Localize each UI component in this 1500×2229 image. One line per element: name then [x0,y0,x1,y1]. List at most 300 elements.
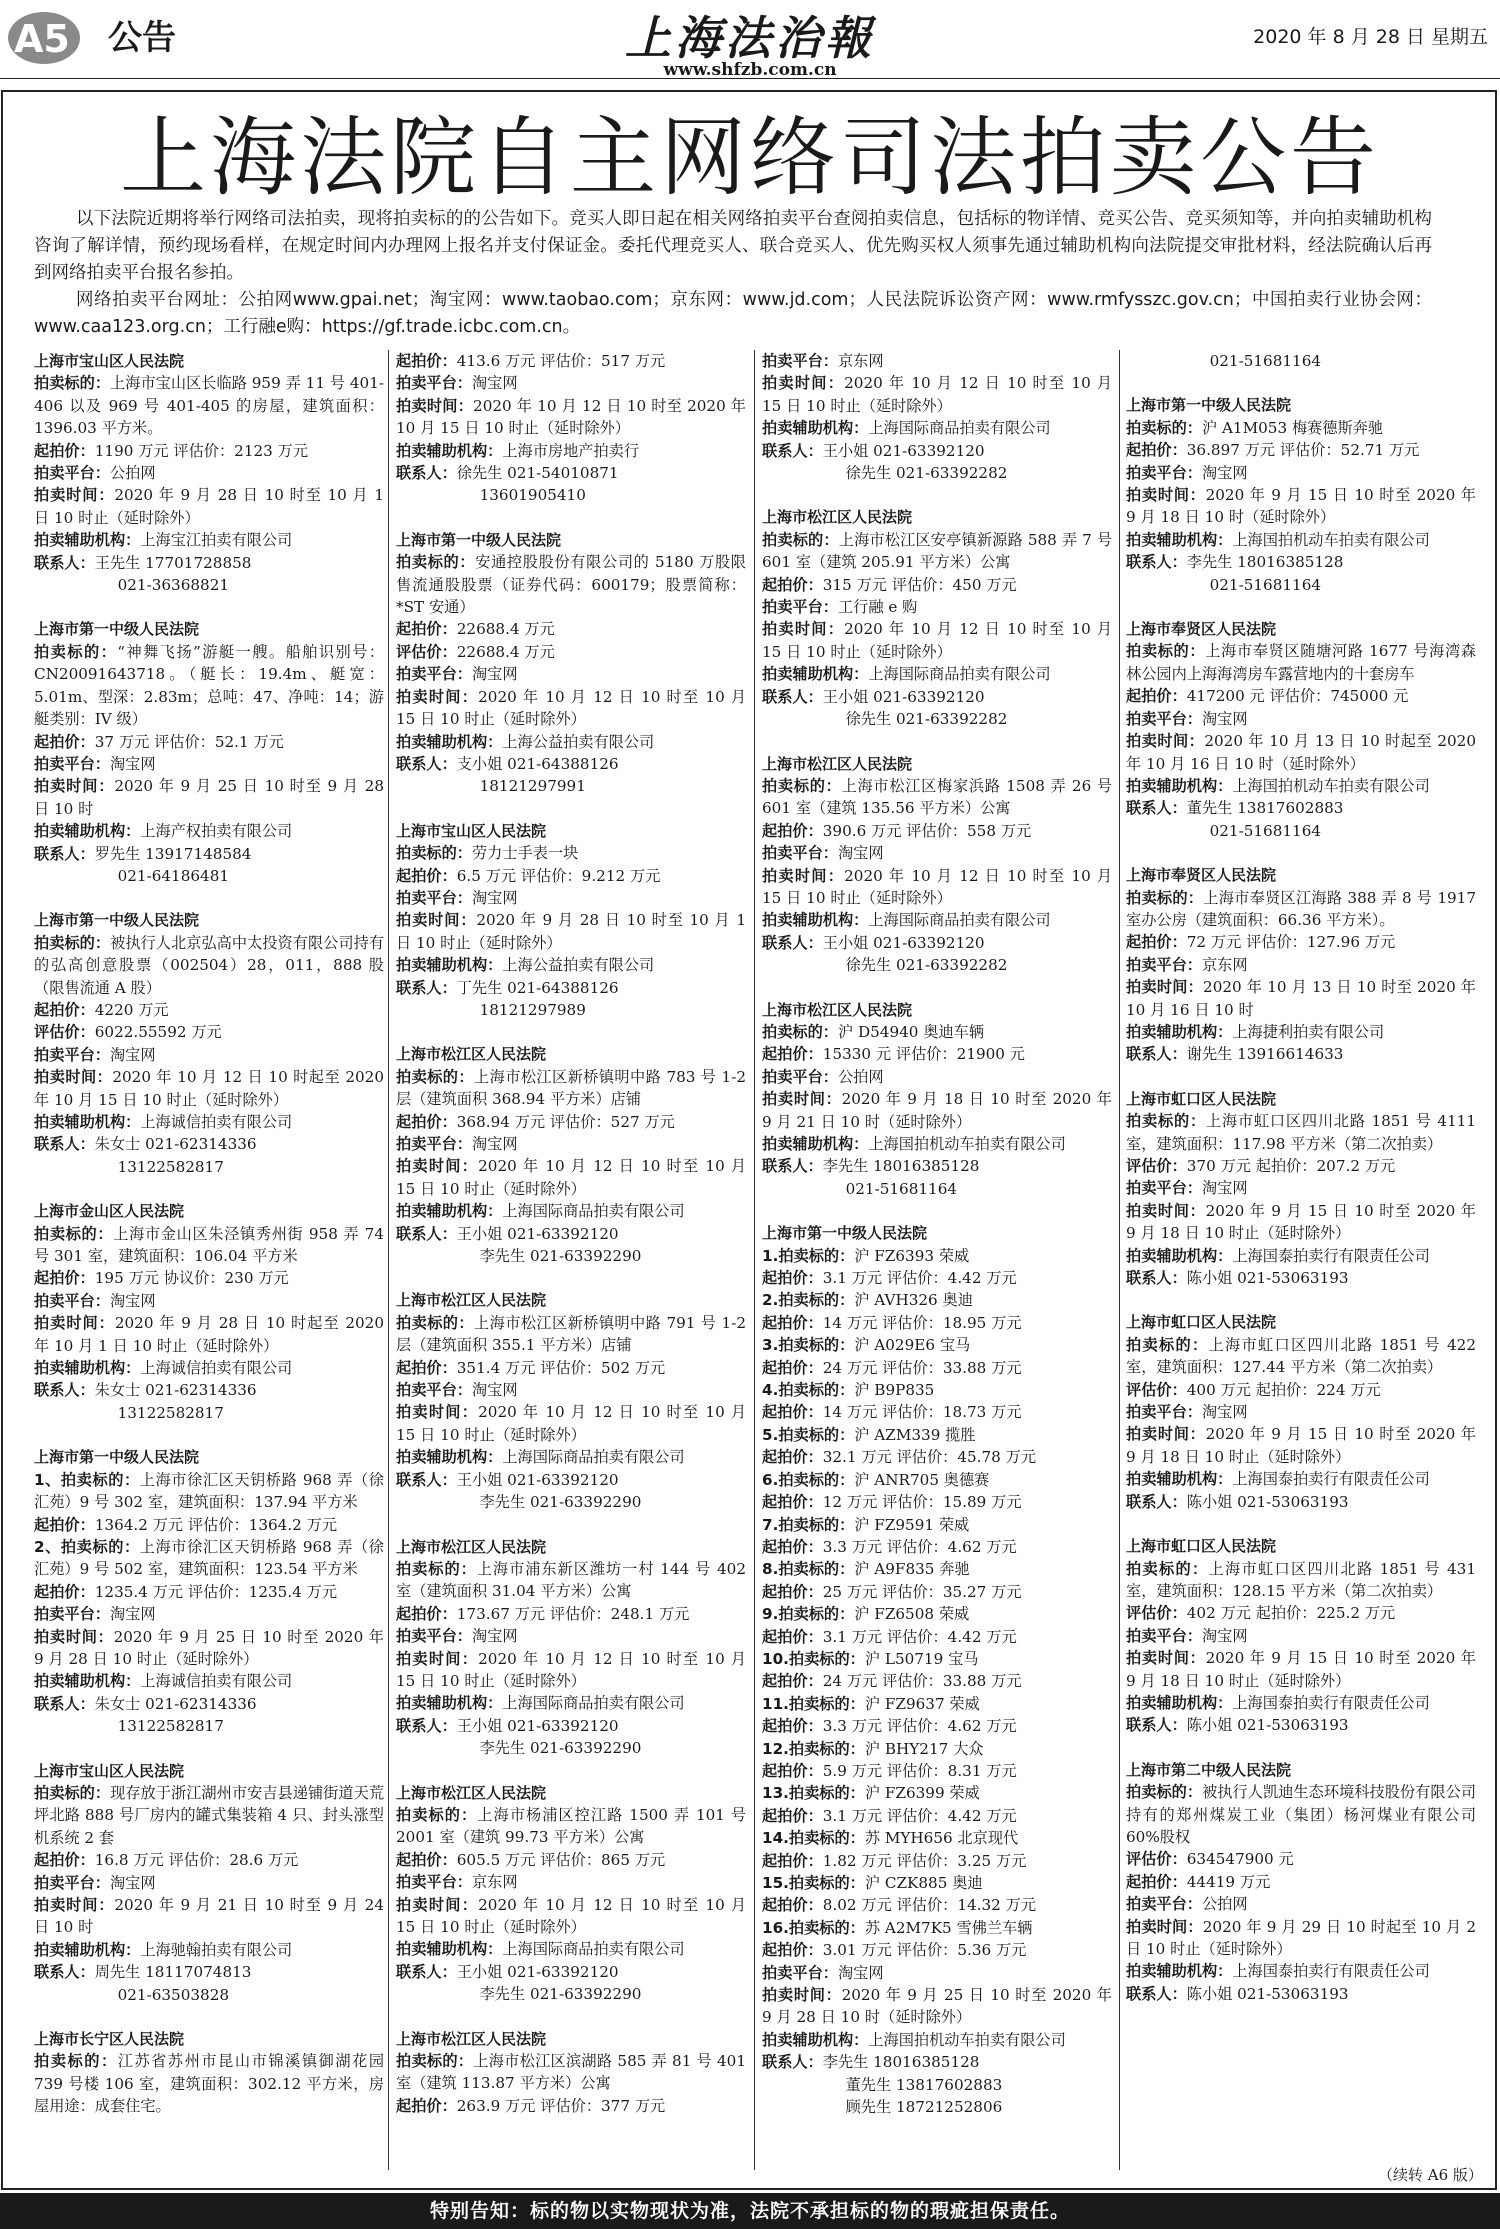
field-value: 021-51681164 [1209,352,1322,370]
court-name: 上海市金山区人民法院 [34,1202,185,1221]
auction-field [762,1066,1112,1088]
field-label: 拍卖辅助机构： [1126,1693,1233,1712]
auction-field [34,932,384,999]
auction-field [34,775,384,820]
field-value: 江苏省苏州市昆山市锦溪镇御湖花园 739 号楼 106 室，建筑面积：302.12 平方米，房屋用途：成套住宅。 [34,2052,384,2116]
auction-entry [34,909,384,1178]
auction-columns [34,350,1476,2180]
auction-field [34,2050,384,2117]
field-value: 370 万元 起拍价：207.2 万元 [1186,1157,1396,1175]
auction-field [762,1536,1112,1558]
auction-field [762,1648,1112,1670]
continued-note: （续转 A6 版） [1378,2166,1483,2184]
field-value: 罗先生 13917148584 [94,844,252,863]
field-value: 402 万元 起拍价：225.2 万元 [1186,1604,1396,1623]
field-label: 拍卖时间： [34,777,115,796]
field-label: 拍卖时间： [396,1649,479,1668]
field-value: 王小姐 021-63392120 [822,441,985,460]
auction-field [762,663,1112,685]
field-value: 16.8 万元 评估价：28.6 万元 [94,1851,299,1870]
auction-field [34,1715,384,1737]
auction-field [762,1424,1112,1446]
field-label: 联系人： [396,1962,457,1981]
auction-field [396,1692,746,1714]
field-value: 上海市松江区安亭镇新源路 588 弄 7 号 601 室（建筑 205.91 平方米）公寓 [762,530,1112,572]
field-value: 上海市虹口区四川北路 1851 号 431 室，建筑面积：128.15 平方米（第二次拍卖） [1126,1559,1476,1600]
field-label: 联系人： [34,1135,95,1154]
field-label: 拍卖时间： [762,1986,842,2005]
auction-field [1126,931,1476,953]
auction-field [396,1849,746,1871]
field-label: 拍卖标的： [762,530,839,549]
field-value: 195 万元 协议价：230 万元 [94,1269,289,1288]
field-label: 拍卖标的： [1126,1335,1209,1354]
field-label: 联系人： [34,1694,95,1713]
field-value: 上海市宝山区长临路 959 弄 11 号 401-406 以及 969 号 401-405 的房屋，建筑面积：1396.03 平方米。 [34,374,384,438]
auction-field [396,909,746,954]
auction-field [34,1984,384,2006]
auction-field [396,1603,746,1625]
auction-field [762,1133,1112,1155]
field-value: 李先生 021-63392290 [479,1985,642,2004]
field-value: 淘宝网 [471,888,518,907]
field-label: 联系人： [1126,1492,1187,1511]
auction-entry [1126,1311,1476,1513]
auction-field [1126,1916,1476,1961]
field-label: 联系人： [762,1157,823,1176]
auction-field [34,999,384,1021]
field-label: 联系人： [396,1224,457,1243]
field-label: 1.拍卖标的： [762,1246,855,1265]
auction-field [1126,417,1476,439]
court-name: 上海市第一中级人民法院 [34,620,200,639]
field-label: 拍卖时间： [396,1895,479,1914]
auction-field [762,1670,1112,1692]
field-label: 拍卖平台： [396,1873,472,1892]
field-value: 021-51681164 [845,1179,958,1198]
auction-field [762,1312,1112,1334]
field-label: 起拍价： [396,1112,457,1131]
issue-date: 2020 年 8 月 28 日 星期五 [1253,26,1488,48]
field-value: 12 万元 评估价：15.89 万元 [822,1493,1022,1512]
auction-field [34,1267,384,1289]
field-value: 上海国际商品拍卖有限公司 [868,419,1051,438]
field-value: 2020 年 10 月 12 日 10 时至 10 月 15 日 10 时止（延时除外） [396,687,746,729]
auction-field [762,686,1112,708]
auction-field [34,1581,384,1603]
field-label: 拍卖辅助机构： [1126,1022,1233,1041]
field-label: 起拍价： [762,1358,823,1377]
field-label: 3.拍卖标的： [762,1336,855,1355]
auction-field [1126,954,1476,976]
field-value: 谢先生 13916614633 [1186,1045,1344,1064]
field-label: 起拍价： [396,2096,457,2115]
field-value: 沪 CZK885 奥迪 [864,1874,983,1892]
field-value: 上海市虹口区四川北路 1851 号 422 室，建筑面积：127.44 平方米（第二次拍卖） [1126,1335,1476,1377]
field-label: 拍卖标的： [34,642,118,661]
auction-field [1126,1155,1476,1177]
field-value: 上海市浦东新区潍坊一村 144 号 402 室（建筑面积 31.04 平方米）公寓 [396,1559,746,1601]
field-label: 拍卖标的： [396,1805,478,1824]
field-value: 淘宝网 [1201,463,1248,482]
field-label: 起拍价： [762,821,823,840]
field-value: 634547900 元 [1186,1850,1294,1869]
auction-field [34,1021,384,1043]
field-label: 拍卖平台： [34,754,110,773]
auction-field [34,1379,384,1401]
field-value: 3.3 万元 评估价：4.62 万元 [822,1717,1017,1736]
auction-entry [762,506,1112,730]
auction-field [1126,1558,1476,1603]
field-value: 沪 AVH326 奥迪 [854,1291,973,1310]
field-value: 351.4 万元 评估价：502 万元 [456,1358,666,1377]
field-value: 2020 年 9 月 25 日 10 时至 9 月 28 日 10 时 [34,777,384,818]
field-value: 390.6 万元 评估价：558 万元 [822,821,1032,840]
field-label: 起拍价： [762,1582,823,1601]
field-label: 起拍价： [762,1448,823,1467]
field-value: 1235.4 万元 评估价：1235.4 万元 [94,1582,338,1601]
field-label: 拍卖时间： [34,1068,113,1087]
auction-field [1126,1334,1476,1379]
auction-field [34,753,384,775]
field-label: 联系人： [34,553,95,572]
auction-field [762,1558,1112,1580]
auction-field [396,2050,746,2095]
field-label: 联系人： [396,1470,457,1489]
column-2 [396,350,746,2180]
field-value: 413.6 万元 评估价：517 万元 [456,352,666,370]
field-label: 起拍价： [762,1045,823,1064]
field-label: 拍卖平台： [34,1291,110,1310]
auction-field [396,1223,746,1245]
field-label: 起拍价： [762,1851,823,1870]
auction-field [34,1312,384,1357]
field-value: 2020 年 10 月 12 日 10 时至 10 月 15 日 10 时止（延时除外） [396,1649,746,1690]
field-label: 拍卖辅助机构： [396,956,503,975]
field-label: 起拍价： [762,1269,823,1288]
field-value: 25 万元 评估价：35.27 万元 [822,1582,1022,1601]
field-value: 上海公益拍卖有限公司 [502,732,655,751]
auction-entry [762,350,1112,484]
field-value: 淘宝网 [109,1291,156,1310]
auction-field [762,1626,1112,1648]
auction-field [1126,1245,1476,1267]
auction-field [762,574,1112,596]
court-name: 上海市第一中级人民法院 [1126,396,1292,415]
field-label: 起拍价： [34,441,95,460]
auction-field [396,1648,746,1693]
auction-field [1126,1423,1476,1468]
field-value: 苏 MYH656 北京现代 [864,1829,1019,1848]
auction-field [396,1401,746,1446]
field-value: 沪 A9F835 奔驰 [854,1560,970,1579]
auction-field [396,1379,746,1401]
field-label: 起拍价： [762,1537,823,1556]
auction-field [762,2051,1112,2073]
auction-field [396,1312,746,1357]
field-label: 拍卖标的： [34,1783,111,1802]
field-value: 徐先生 021-54010871 [456,464,619,483]
field-label: 拍卖平台： [34,1873,110,1892]
auction-field [396,462,746,484]
field-label: 拍卖平台： [1126,1403,1202,1422]
field-value: 3.1 万元 评估价：4.42 万元 [822,1627,1017,1646]
field-label: 拍卖平台： [396,665,472,684]
court-name: 上海市奉贤区人民法院 [1126,620,1277,639]
auction-field [1126,797,1476,819]
field-value: 上海捷利拍卖有限公司 [1232,1022,1385,1041]
field-value: 上海诚信拍卖有限公司 [140,1359,293,1378]
field-label: 联系人： [396,978,457,997]
auction-field [762,954,1112,976]
field-value: 沪 A1M053 梅赛德斯奔驰 [1201,418,1384,437]
field-label: 起拍价： [762,1313,823,1332]
auction-field [1126,1491,1476,1513]
field-label: 拍卖辅助机构： [34,822,141,841]
field-label: 16.拍卖标的： [762,1918,865,1937]
auction-field [762,2074,1112,2096]
auction-field [762,2029,1112,2051]
newspaper-website: www.shfzb.com.cn [663,60,837,80]
field-value: 王小姐 021-63392120 [456,1470,619,1489]
field-value: 沪 FZ6399 荣威 [864,1784,980,1803]
auction-field [762,932,1112,954]
auction-field [396,842,746,864]
auction-field [762,1401,1112,1423]
field-label: 6.拍卖标的： [762,1470,855,1489]
field-label: 13.拍卖标的： [762,1784,865,1803]
auction-field [762,1894,1112,1916]
auction-field [396,641,746,663]
field-label: 起拍价： [396,1850,457,1869]
page-number-badge [6,4,92,66]
field-label: 拍卖时间： [34,1896,115,1914]
auction-field [396,1469,746,1491]
auction-entry [1126,1088,1476,1290]
field-label: 起拍价： [1126,687,1187,706]
auction-field [1126,350,1476,372]
court-name: 上海市宝山区人民法院 [34,352,185,370]
field-value: 公拍网 [837,1067,884,1086]
field-value: 苏 A2M7K5 雪佛兰车辆 [864,1918,1033,1937]
field-value: 2020 年 10 月 12 日 10 时至 10 月 15 日 10 时止（延时除外） [396,1157,746,1198]
page-header [0,0,1500,88]
field-value: 上海市松江区滨湖路 585 弄 81 号 401 室（建筑 113.87 平方米）公寓 [396,2052,746,2093]
field-value: 现存放于浙江湖州市安吉县递铺街道天荒坪北路 888 号厂房内的罐式集装箱 4 只、封头涨型机系统 2 套 [34,1783,384,1847]
field-value: 14 万元 评估价：18.95 万元 [822,1313,1022,1332]
intro-paragraph: 以下法院近期将举行网络司法拍卖，现将拍卖标的的公告如下。竞买人即日起在相关网络拍卖平台查阅拍卖信息，包括标的物详情、竞买公告、竞买须知等，并向拍卖辅助机构咨询了解详情，预约现场看样，在规定时间内办理网上报名并支付保证金。委托代理竞买人、联合竞买人、优先购买权人须事先通过辅助机构向法院提交审批材料，经法院确认后再到网络拍卖平台报名参拍。 [34,209,1432,283]
field-value: 淘宝网 [1201,1403,1248,1422]
auction-entry [396,1782,746,2006]
auction-field [396,1133,746,1155]
field-value: 李先生 021-63392290 [479,1247,642,1266]
auction-field [762,618,1112,663]
auction-field [762,1827,1112,1849]
field-value: 6.5 万元 评估价：9.212 万元 [456,866,661,885]
field-value: 王小姐 021-63392120 [456,1716,619,1735]
special-notice-banner: 特别告知：标的物以实物现状为准，法院不承担标的物的瑕疵担保责任。 [0,2193,1500,2229]
auction-entry [762,753,1112,977]
column-3 [762,350,1112,2180]
field-label: 拍卖平台： [34,1605,110,1624]
field-value: 上海国泰拍卖行有限责任公司 [1232,1246,1430,1265]
field-value: 上海国拍机动车拍卖有限公司 [868,2030,1066,2049]
auction-field [1126,1177,1476,1199]
court-name: 上海市松江区人民法院 [762,754,913,773]
auction-field [762,1850,1112,1872]
auction-field [396,1200,746,1222]
field-value: 上海市奉贤区随塘河路 1677 号海湾森林公园内上海海湾房车露营地内的十套房车 [1126,642,1476,683]
field-value: 淘宝网 [1201,1179,1248,1198]
field-value: 2020 年 9 月 28 日 10 时起至 2020 年 10 月 1 日 10 时止（延时除外） [34,1314,384,1355]
field-label: 拍卖平台： [34,464,110,483]
field-value: 2020 年 10 月 12 日 10 时至 10 月 15 日 10 时止（延时除外） [762,374,1112,415]
field-label: 拍卖平台： [396,1135,472,1153]
field-label: 拍卖标的： [34,933,111,952]
auction-field [34,1849,384,1871]
auction-field [1126,551,1476,573]
field-value: 上海国际商品拍卖有限公司 [502,1202,685,1221]
field-label: 拍卖平台： [396,1627,472,1646]
auction-field [762,1357,1112,1379]
auction-field [762,1469,1112,1491]
auction-field [34,1603,384,1625]
auction-field [34,1961,384,1983]
field-value: 淘宝网 [1201,709,1248,728]
field-label: 拍卖平台： [396,888,472,907]
field-label: 拍卖时间： [1126,978,1204,997]
field-label: 起拍价： [34,1269,95,1288]
auction-field [396,1938,746,1960]
platform-websites: 网络拍卖平台网址：公拍网www.gpai.net；淘宝网：www.taobao.com；京东网：www.jd.com；人民法院诉讼资产网：www.rmfysszc.gov.cn；中国拍卖行业协会网：www.caa123.org.cn；工行融e购：https://gf.trade.icbc.com.cn。 [34,290,1432,337]
field-value: 021-51681164 [1209,821,1322,840]
field-value: 上海诚信拍卖有限公司 [140,1672,293,1691]
auction-field [396,1961,746,1983]
field-value: 上海国拍机动车拍卖有限公司 [1232,776,1430,795]
field-label: 拍卖时间： [396,396,474,415]
column-divider [1119,350,1120,2170]
field-label: 评估价： [396,642,457,661]
field-value: 173.67 万元 评估价：248.1 万元 [456,1604,690,1623]
field-value: 44419 万元 [1186,1872,1271,1891]
field-label: 拍卖时间： [396,687,479,706]
field-label: 联系人： [34,1381,95,1400]
auction-entry [762,999,1112,1201]
auction-field [396,753,746,775]
field-label: 联系人： [762,2053,823,2072]
auction-field [762,909,1112,931]
auction-field [1126,1625,1476,1647]
auction-field [396,663,746,685]
auction-field [762,1446,1112,1468]
auction-entry [1126,350,1476,372]
field-value: 417200 元 评估价：745000 元 [1186,687,1409,706]
field-value: 24 万元 评估价：33.88 万元 [822,1672,1022,1691]
auction-field [396,2095,746,2117]
field-value: 315 万元 评估价：450 万元 [822,575,1017,594]
court-name: 上海市松江区人民法院 [762,1000,913,1019]
auction-field [396,977,746,999]
auction-field [762,1334,1112,1356]
field-label: 起拍价： [396,1604,457,1623]
field-label: 联系人： [1126,553,1187,572]
field-label: 联系人： [34,844,95,863]
field-value: 董先生 13817602883 [845,2075,1003,2094]
auction-field [1126,439,1476,461]
auction-field [1126,1983,1476,2005]
field-value: 上海市房地产拍卖行 [502,441,639,460]
field-label: 拍卖时间： [762,620,845,639]
auction-field [34,1290,384,1312]
field-label: 1、拍卖标的： [34,1470,140,1489]
field-value: 陈小姐 021-53063193 [1186,1984,1349,2003]
auction-field [762,417,1112,439]
auction-field [1126,1602,1476,1624]
field-value: 2020 年 10 月 12 日 10 时起至 2020 年 10 月 15 日 10 时止（延时除外） [34,1068,384,1109]
field-value: 淘宝网 [837,844,884,863]
auction-field [34,1044,384,1066]
field-value: 2020 年 10 月 13 日 10 时起至 2020 年 10 月 16 日 10 时（延时除外） [1126,732,1476,773]
auction-field [762,1155,1112,1177]
court-name: 上海市松江区人民法院 [396,1537,547,1556]
field-label: 拍卖时间： [34,1627,114,1646]
field-value: 李先生 18016385128 [1186,553,1344,572]
auction-entry [34,1446,384,1737]
field-value: 4220 万元 [94,1000,169,1019]
field-value: 22688.4 万元 [456,642,555,661]
auction-field [1126,730,1476,775]
auction-entry [1126,394,1476,596]
court-name: 上海市松江区人民法院 [396,1291,547,1310]
auction-field [1126,1714,1476,1736]
auction-field [34,1872,384,1894]
field-value: 5.9 万元 评估价：8.31 万元 [822,1761,1017,1780]
court-name: 上海市第一中级人民法院 [396,530,562,549]
field-value: 上海公益拍卖有限公司 [502,956,655,975]
field-value: 18121297991 [479,777,586,796]
field-value: 2020 年 10 月 12 日 10 时至 10 月 15 日 10 时止（延时除外） [762,866,1112,907]
field-label: 联系人： [762,933,823,952]
auction-field [396,954,746,976]
field-value: 2020 年 10 月 13 日 10 时至 2020 年 10 月 16 日 10 时 [1126,978,1476,1019]
field-label: 拍卖标的： [396,1313,475,1332]
auction-entry [396,529,746,798]
field-value: 400 万元 起拍价：224 万元 [1186,1380,1381,1399]
section-label: 公告 [108,18,176,58]
field-value: 32.1 万元 评估价：45.78 万元 [822,1448,1037,1467]
auction-field [762,1782,1112,1804]
column-divider [754,350,755,2170]
court-name: 上海市虹口区人民法院 [1126,1313,1277,1332]
auction-field [34,1536,384,1581]
field-label: 拍卖平台： [396,1381,472,1400]
field-label: 拍卖平台： [1126,955,1202,974]
field-value: 淘宝网 [109,754,156,773]
field-value: 沪 BHY217 大众 [864,1739,984,1758]
field-label: 拍卖辅助机构： [1126,530,1233,549]
auction-field [396,1871,746,1893]
court-name: 上海市松江区人民法院 [396,1045,547,1064]
field-value: 淘宝网 [109,1605,156,1624]
field-value: 2020 年 10 月 12 日 10 时至 2020 年 10 月 15 日 10 时止（延时除外） [396,396,746,438]
field-value: 24 万元 评估价：33.88 万元 [822,1358,1022,1377]
field-label: 起拍价： [762,1627,823,1646]
field-value: 京东网 [1201,955,1248,974]
field-value: 董先生 13817602883 [1186,799,1344,818]
field-label: 拍卖标的： [762,776,842,795]
auction-field [396,1558,746,1603]
field-label: 起拍价： [762,1493,823,1512]
